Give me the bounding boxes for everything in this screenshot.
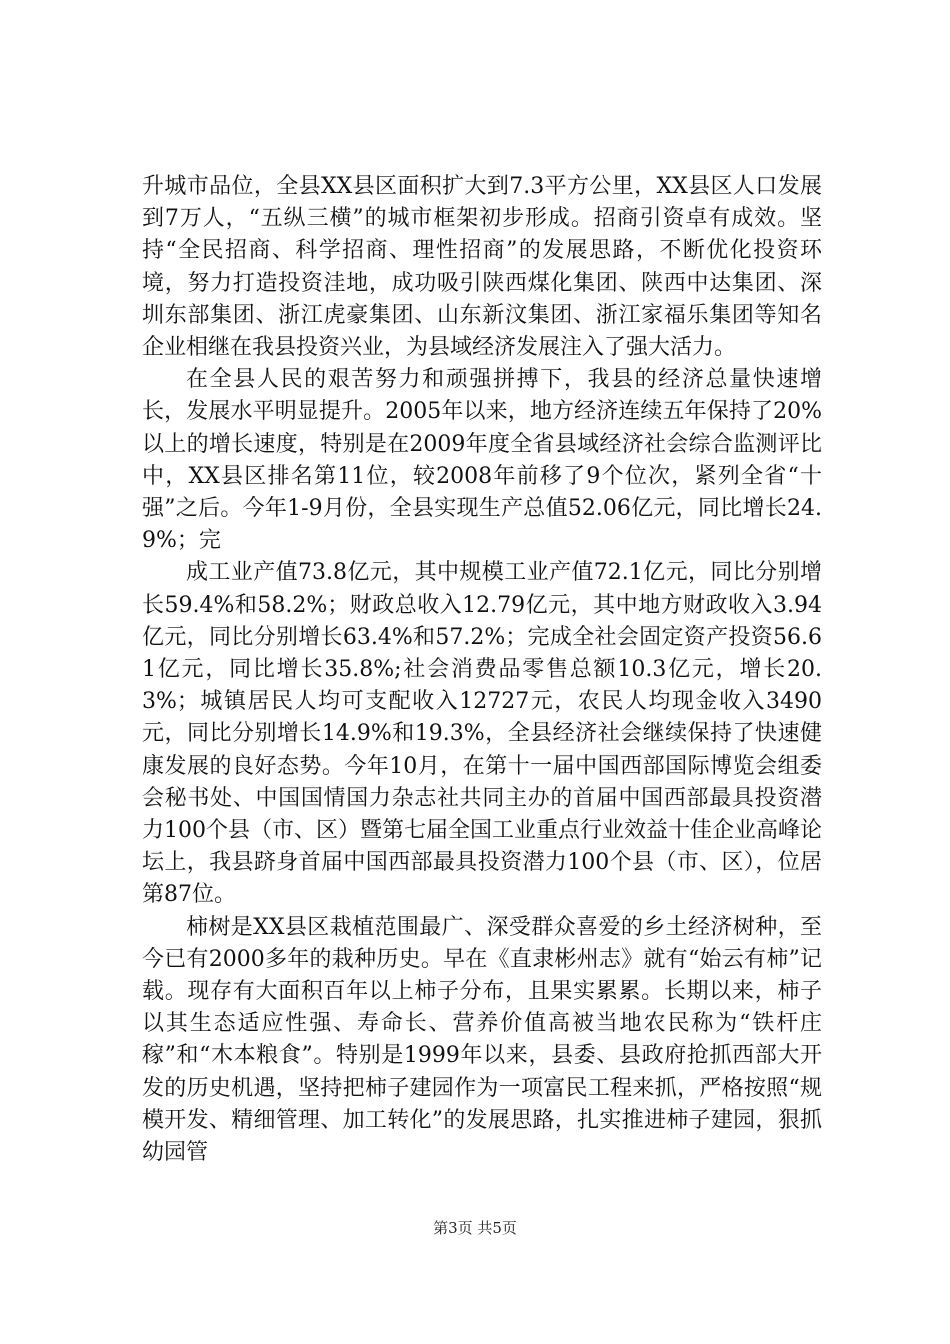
paragraph-2: 在全县人民的艰苦努力和顽强拼搏下，我县的经济总量快速增长，发展水平明显提升。2005年以来，地方经济连续五年保持了20%以上的增长速度，特别是在2009年度全省县域经济社会综合监测评比中，XX县区排名第11位，较2008年前移了9个位次，紧列全省“十强”之后。今年1-9月份，全县实现生产总值52.06亿元，同比增长24.9%；完 [142,367,822,554]
paragraph-4: 柿树是XX县区栽植范围最广、深受群众喜爱的乡土经济树种，至今已有2000多年的栽种历史。早在《直隶彬州志》就有“始云有柿”记载。现存有大面积百年以上柿子分布，且果实累累。长期以来，柿子以其生态适应性强、寿命长、营养价值高被当地农民称为“铁杆庄稼”和“木本粮食”。特别是1999年以来，县委、县政府抢抓西部大开发的历史机遇，坚持把柿子建园作为一项富民工程来抓，严格按照“规模开发、精细管理、加工转化”的发展思路，扎实推进柿子建园，狠抓幼园管 [142,914,822,1166]
document-body [142,171,822,1169]
paragraph-1: 升城市品位，全县XX县区面积扩大到7.3平方公里，XX县区人口发展到7万人，“五纵三横”的城市框架初步形成。招商引资卓有成效。坚持“全民招商、科学招商、理性招商”的发展思路，不断优化投资环境，努力打造投资洼地，成功吸引陕西煤化集团、陕西中达集团、深圳东部集团、浙江虎豪集团、山东新汶集团、浙江家福乐集团等知名企业相继在我县投资兴业，为县域经济发展注入了强大活力。 [142,174,822,361]
page-number-footer: 第3页 共5页 [433,1219,517,1237]
paragraph-3: 成工业产值73.8亿元，其中规模工业产值72.1亿元，同比分别增长59.4%和58.2%；财政总收入12.79亿元，其中地方财政收入3.94亿元，同比分别增长63.4%和57.2%；完成全社会固定资产投资56.61亿元，同比增长35.8%;社会消费品零售总额10.3亿元，增长20.3%；城镇居民人均可支配收入12727元，农民人均现金收入3490元，同比分别增长14.9%和19.3%，全县经济社会继续保持了快速健康发展的良好态势。今年10月，在第十一届中国西部国际博览会组委会秘书处、中国国情国力杂志社共同主办的首届中国西部最具投资潜力100个县（市、区）暨第七届全国工业重点行业效益十佳企业高峰论坛上，我县跻身首届中国西部最具投资潜力100个县（市、区），位居第87位。 [142,560,822,908]
